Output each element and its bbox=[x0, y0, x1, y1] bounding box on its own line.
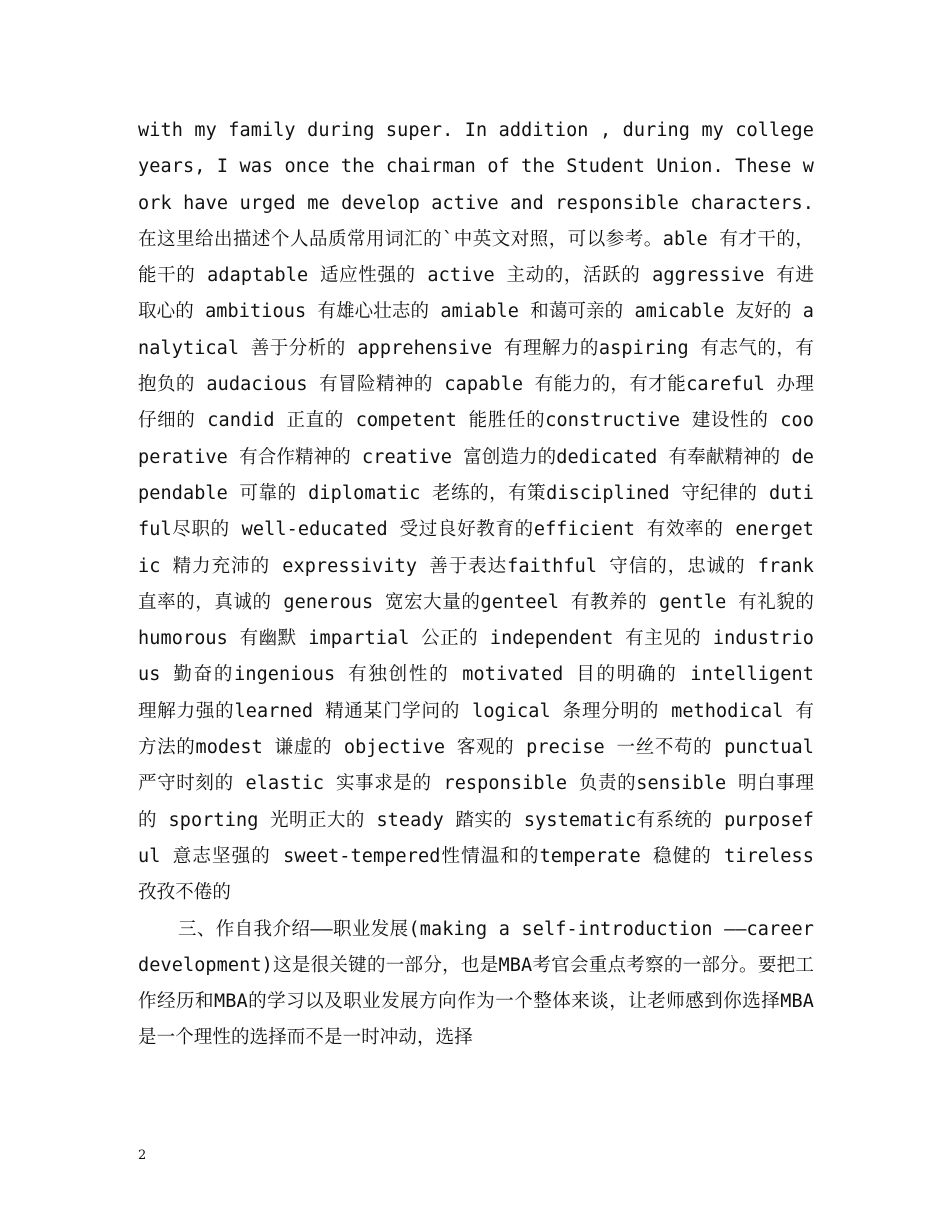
page-number: 2 bbox=[138, 1148, 147, 1163]
document-body bbox=[138, 113, 814, 1057]
paragraph-career-development: 三、作自我介绍——职业发展(making a self-introduction ——career development)这是很关键的一部分，也是MBA考官会重点考察的一部分。要把工作经历和MBA的学习以及职业发展方向作为一个整体来谈，让老师感到你选择MBA是一个理性的选择而不是一时冲动，选择 bbox=[138, 918, 814, 1049]
paragraph-personal-qualities-vocabulary: with my family during super. In addition , during my college years, I was once the chairman of the Student Union. These work have urged me develop active and responsible characters. 在这里给出描述个人品质常用词汇的`中英文对照，可以参考。able 有才干的，能干的 adaptable 适应性强的 active 主动的，活跃的 aggressive 有进取心的 ambitious 有雄心壮志的 amiable 和蔼可亲的 amicable 友好的 analytical 善于分析的 apprehensive 有理解力的aspiring 有志气的，有抱负的 audacious 有冒险精神的 capable 有能力的，有才能careful 办理仔细的 candid 正直的 competent 能胜任的constructive 建设性的 cooperative 有合作精神的 creative 富创造力的dedicated 有奉献精神的 dependable 可靠的 diplomatic 老练的，有策disciplined 守纪律的 dutiful尽职的 well-educated 受过良好教育的efficient 有效率的 energetic 精力充沛的 expressivity 善于表达faithful 守信的，忠诚的 frank 直率的，真诚的 generous 宽宏大量的genteel 有教养的 gentle 有礼貌的 humorous 有幽默 impartial 公正的 independent 有主见的 industrious 勤奋的ingenious 有独创性的 motivated 目的明确的 intelligent 理解力强的learned 精通某门学问的 logical 条理分明的 methodical 有方法的modest 谦虚的 objective 客观的 precise 一丝不苟的 punctual 严守时刻的 elastic 实事求是的 responsible 负责的sensible 明白事理的 sporting 光明正大的 steady 踏实的 systematic有系统的 purposeful 意志坚强的 sweet-tempered性情温和的temperate 稳健的 tireless 孜孜不倦的 bbox=[138, 120, 814, 904]
